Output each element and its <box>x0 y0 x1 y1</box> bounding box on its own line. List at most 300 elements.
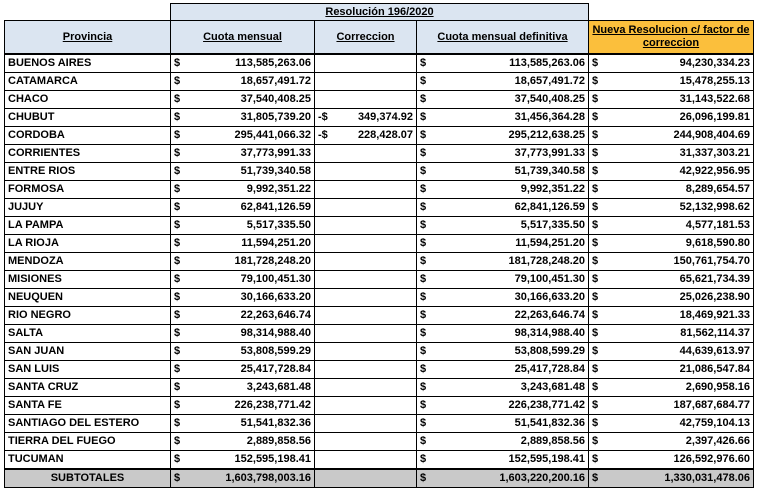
cuota-cell[interactable] <box>171 379 315 397</box>
table-row <box>5 397 754 415</box>
group-header-resolution[interactable]: Resolución 196/2020 <box>171 4 589 21</box>
definitiva-cell-value: 152,595,198.41 <box>508 453 585 465</box>
currency-symbol: $ <box>420 472 427 484</box>
definitiva-cell-value: 5,517,335.50 <box>520 219 585 231</box>
nueva-cell-value: 65,621,734.39 <box>679 273 750 285</box>
cuota-cell-value: 11,594,251.20 <box>241 237 311 249</box>
currency-symbol: $ <box>592 453 599 465</box>
cuota-cell-value: 98,314,988.40 <box>240 327 311 339</box>
cuota-cell-value: 51,541,832.36 <box>240 417 311 429</box>
nueva-cell[interactable] <box>589 451 754 470</box>
definitiva-cell[interactable] <box>417 379 589 397</box>
cuota-cell[interactable] <box>171 289 315 307</box>
correccion-cell[interactable] <box>315 181 417 199</box>
nueva-cell[interactable] <box>589 91 754 109</box>
currency-symbol: $ <box>420 111 427 123</box>
correccion-cell[interactable] <box>315 163 417 181</box>
cuota-cell[interactable] <box>171 91 315 109</box>
definitiva-cell-value: 37,540,408.25 <box>514 93 585 105</box>
definitiva-cell[interactable] <box>417 271 589 289</box>
currency-symbol: $ <box>174 399 181 411</box>
table-row <box>5 451 754 470</box>
definitiva-cell[interactable] <box>417 289 589 307</box>
correccion-cell[interactable] <box>315 325 417 343</box>
nueva-cell-value: 44,639,613.97 <box>679 345 750 357</box>
nueva-cell[interactable] <box>589 109 754 127</box>
provincia-cell[interactable]: BUENOS AIRES <box>5 54 171 73</box>
subtotal-cuota-cell[interactable] <box>171 469 315 488</box>
correccion-cell-value: 228,428.07 <box>357 129 413 141</box>
currency-symbol: $ <box>592 237 599 249</box>
currency-symbol: $ <box>592 255 599 267</box>
nueva-cell[interactable] <box>589 415 754 433</box>
cuota-cell-value: 53,808,599.29 <box>240 345 311 357</box>
correccion-cell[interactable] <box>315 289 417 307</box>
nueva-cell-value: 244,908,404.69 <box>673 129 750 141</box>
currency-symbol: $ <box>420 165 427 177</box>
table-row <box>5 127 754 145</box>
definitiva-cell-value: 113,585,263.06 <box>509 57 585 69</box>
currency-symbol: $ <box>174 93 181 105</box>
currency-symbol: $ <box>592 345 599 357</box>
nueva-cell-value: 150,761,754.70 <box>673 255 750 267</box>
correccion-cell[interactable] <box>315 361 417 379</box>
currency-symbol: $ <box>174 309 181 321</box>
currency-symbol: $ <box>592 147 599 159</box>
cuota-cell[interactable] <box>171 433 315 451</box>
cuota-cell[interactable] <box>171 325 315 343</box>
definitiva-cell-value: 181,728,248.20 <box>508 255 585 267</box>
definitiva-cell[interactable] <box>417 54 589 73</box>
empty-cell <box>5 4 171 21</box>
cuota-cell[interactable] <box>171 145 315 163</box>
definitiva-cell[interactable] <box>417 433 589 451</box>
correccion-cell[interactable] <box>315 379 417 397</box>
definitiva-cell-value: 295,212,638.25 <box>508 129 585 141</box>
cuota-cell-value: 152,595,198.41 <box>234 453 311 465</box>
table-row <box>5 199 754 217</box>
cuota-cell-value: 31,805,739.20 <box>240 111 311 123</box>
currency-symbol: $ <box>174 219 181 231</box>
currency-symbol: $ <box>174 183 181 195</box>
definitiva-cell[interactable] <box>417 307 589 325</box>
definitiva-cell[interactable] <box>417 91 589 109</box>
subtotal-row <box>5 469 754 488</box>
currency-symbol: $ <box>592 417 599 429</box>
definitiva-cell-value: 79,100,451.30 <box>514 273 585 285</box>
definitiva-cell-value: 30,166,633.20 <box>514 291 585 303</box>
table-row <box>5 253 754 271</box>
currency-symbol: $ <box>174 111 181 123</box>
currency-symbol: $ <box>174 363 181 375</box>
definitiva-cell-value: 51,739,340.58 <box>514 165 585 177</box>
definitiva-cell-value: 226,238,771.42 <box>508 399 585 411</box>
currency-symbol: $ <box>420 435 427 447</box>
provincia-cell[interactable]: CORDOBA <box>5 127 171 145</box>
nueva-cell[interactable] <box>589 289 754 307</box>
definitiva-cell[interactable] <box>417 451 589 470</box>
cuota-cell[interactable] <box>171 199 315 217</box>
nueva-cell-value: 2,690,958.16 <box>685 381 750 393</box>
nueva-cell-value: 31,337,303.21 <box>679 147 750 159</box>
column-header-row <box>5 21 754 55</box>
definitiva-cell-value: 25,417,728.84 <box>514 363 585 375</box>
correccion-cell[interactable] <box>315 451 417 470</box>
currency-symbol: $ <box>420 183 427 195</box>
currency-symbol: $ <box>420 363 427 375</box>
currency-symbol: $ <box>174 57 181 69</box>
table-row <box>5 145 754 163</box>
nueva-cell-value: 31,143,522.68 <box>679 93 750 105</box>
cuota-cell[interactable] <box>171 307 315 325</box>
table-row <box>5 379 754 397</box>
subtotal-nueva-value: 1,330,031,478.06 <box>664 472 750 484</box>
definitiva-cell[interactable] <box>417 343 589 361</box>
table-row <box>5 361 754 379</box>
currency-symbol: $ <box>592 165 599 177</box>
cuota-cell[interactable] <box>171 451 315 470</box>
provincia-cell[interactable]: MISIONES <box>5 271 171 289</box>
nueva-cell[interactable] <box>589 163 754 181</box>
currency-symbol: $ <box>592 219 599 231</box>
negative-currency-symbol: -$ <box>318 129 328 141</box>
provincia-cell[interactable]: ENTRE RIOS <box>5 163 171 181</box>
currency-symbol: $ <box>420 255 427 267</box>
provincia-cell[interactable]: TUCUMAN <box>5 451 171 470</box>
definitiva-cell-value: 2,889,858.56 <box>520 435 585 447</box>
currency-symbol: $ <box>174 327 181 339</box>
table-row <box>5 109 754 127</box>
provincia-cell[interactable]: CORRIENTES <box>5 145 171 163</box>
provincia-cell[interactable]: SANTA FE <box>5 397 171 415</box>
nueva-cell[interactable] <box>589 307 754 325</box>
definitiva-cell[interactable] <box>417 235 589 253</box>
definitiva-cell-value: 51,541,832.36 <box>514 417 585 429</box>
correccion-cell[interactable] <box>315 54 417 73</box>
correccion-cell-value: 349,374.92 <box>357 111 413 123</box>
nueva-cell[interactable] <box>589 325 754 343</box>
currency-symbol: $ <box>420 201 427 213</box>
provincia-cell[interactable]: CATAMARCA <box>5 73 171 91</box>
currency-symbol: $ <box>174 435 181 447</box>
definitiva-cell-value: 98,314,988.40 <box>514 327 585 339</box>
definitiva-cell-value: 37,773,991.33 <box>514 147 585 159</box>
definitiva-cell-value: 11,594,251.20 <box>515 237 585 249</box>
table-row <box>5 73 754 91</box>
currency-symbol: $ <box>420 75 427 87</box>
definitiva-cell[interactable] <box>417 73 589 91</box>
correccion-cell[interactable] <box>315 73 417 91</box>
definitiva-cell[interactable] <box>417 145 589 163</box>
nueva-cell[interactable] <box>589 433 754 451</box>
currency-symbol: $ <box>420 273 427 285</box>
nueva-cell-value: 94,230,334.23 <box>679 57 750 69</box>
provincia-cell[interactable]: NEUQUEN <box>5 289 171 307</box>
nueva-cell-value: 2,397,426.66 <box>685 435 750 447</box>
subtotal-cuota-value: 1,603,798,003.16 <box>225 472 311 484</box>
currency-symbol: $ <box>420 381 427 393</box>
empty-cell <box>589 4 754 21</box>
cuota-cell-value: 25,417,728.84 <box>240 363 311 375</box>
currency-symbol: $ <box>420 345 427 357</box>
negative-currency-symbol: -$ <box>318 111 328 123</box>
currency-symbol: $ <box>592 201 599 213</box>
provincia-cell[interactable]: SALTA <box>5 325 171 343</box>
cuota-cell-value: 2,889,858.56 <box>246 435 311 447</box>
definitiva-cell-value: 3,243,681.48 <box>520 381 585 393</box>
currency-symbol: $ <box>420 129 427 141</box>
col-header-correccion[interactable]: Correccion <box>315 21 417 55</box>
currency-symbol: $ <box>592 327 599 339</box>
cuota-cell-value: 5,517,335.50 <box>246 219 311 231</box>
correccion-cell[interactable] <box>315 109 417 127</box>
table-row <box>5 289 754 307</box>
nueva-cell[interactable] <box>589 253 754 271</box>
correccion-cell[interactable] <box>315 91 417 109</box>
cuota-cell[interactable] <box>171 163 315 181</box>
currency-symbol: $ <box>174 417 181 429</box>
nueva-cell[interactable] <box>589 199 754 217</box>
definitiva-cell-value: 53,808,599.29 <box>514 345 585 357</box>
currency-symbol: $ <box>420 57 427 69</box>
provincia-cell[interactable]: SAN JUAN <box>5 343 171 361</box>
definitiva-cell-value: 62,841,126.59 <box>514 201 585 213</box>
definitiva-cell[interactable] <box>417 217 589 235</box>
nueva-cell-value: 26,096,199.81 <box>679 111 750 123</box>
provincia-cell[interactable]: SANTIAGO DEL ESTERO <box>5 415 171 433</box>
definitiva-cell-value: 31,456,364.28 <box>514 111 585 123</box>
correccion-cell[interactable] <box>315 253 417 271</box>
nueva-cell-value: 126,592,976.60 <box>673 453 750 465</box>
table-row <box>5 271 754 289</box>
nueva-cell-value: 25,026,238.90 <box>679 291 750 303</box>
cuota-cell-value: 51,739,340.58 <box>240 165 311 177</box>
provincia-cell[interactable]: TIERRA DEL FUEGO <box>5 433 171 451</box>
definitiva-cell[interactable] <box>417 163 589 181</box>
currency-symbol: $ <box>174 472 181 484</box>
cuota-cell[interactable] <box>171 343 315 361</box>
currency-symbol: $ <box>592 129 599 141</box>
nueva-cell-value: 21,086,547.84 <box>679 363 750 375</box>
currency-symbol: $ <box>592 183 599 195</box>
resolution-table <box>4 3 754 488</box>
cuota-cell[interactable] <box>171 415 315 433</box>
cuota-cell[interactable] <box>171 73 315 91</box>
definitiva-cell-value: 22,263,646.74 <box>514 309 585 321</box>
correccion-cell[interactable] <box>315 217 417 235</box>
subtotal-label[interactable]: SUBTOTALES <box>5 469 171 488</box>
cuota-cell-value: 79,100,451.30 <box>240 273 311 285</box>
cuota-cell-value: 18,657,491.72 <box>240 75 311 87</box>
provincia-cell[interactable]: CHACO <box>5 91 171 109</box>
provincia-cell[interactable]: CHUBUT <box>5 109 171 127</box>
cuota-cell-value: 9,992,351.22 <box>246 183 311 195</box>
correccion-cell[interactable] <box>315 199 417 217</box>
table-row <box>5 433 754 451</box>
correccion-cell[interactable] <box>315 415 417 433</box>
col-header-cuota-definitiva[interactable]: Cuota mensual definitiva <box>417 21 589 55</box>
table-row <box>5 415 754 433</box>
table-row <box>5 217 754 235</box>
currency-symbol: $ <box>420 417 427 429</box>
table-row <box>5 163 754 181</box>
currency-symbol: $ <box>592 273 599 285</box>
cuota-cell[interactable] <box>171 397 315 415</box>
nueva-cell[interactable] <box>589 54 754 73</box>
subtotal-definitiva-cell[interactable] <box>417 469 589 488</box>
currency-symbol: $ <box>420 399 427 411</box>
currency-symbol: $ <box>420 291 427 303</box>
currency-symbol: $ <box>174 345 181 357</box>
table-row <box>5 325 754 343</box>
correccion-cell[interactable] <box>315 145 417 163</box>
cuota-cell-value: 30,166,633.20 <box>240 291 311 303</box>
currency-symbol: $ <box>174 291 181 303</box>
definitiva-cell[interactable] <box>417 199 589 217</box>
cuota-cell[interactable] <box>171 235 315 253</box>
definitiva-cell[interactable] <box>417 361 589 379</box>
provincia-cell[interactable]: LA RIOJA <box>5 235 171 253</box>
cuota-cell[interactable] <box>171 109 315 127</box>
currency-symbol: $ <box>420 453 427 465</box>
nueva-cell[interactable] <box>589 145 754 163</box>
table-row <box>5 235 754 253</box>
correccion-cell[interactable] <box>315 271 417 289</box>
provincia-cell[interactable]: RIO NEGRO <box>5 307 171 325</box>
nueva-cell[interactable] <box>589 361 754 379</box>
currency-symbol: $ <box>592 57 599 69</box>
currency-symbol: $ <box>592 291 599 303</box>
nueva-cell-value: 15,478,255.13 <box>679 75 750 87</box>
currency-symbol: $ <box>174 453 181 465</box>
cuota-cell-value: 226,238,771.42 <box>234 399 311 411</box>
definitiva-cell[interactable] <box>417 181 589 199</box>
cuota-cell-value: 62,841,126.59 <box>240 201 311 213</box>
currency-symbol: $ <box>592 363 599 375</box>
correccion-cell[interactable] <box>315 307 417 325</box>
currency-symbol: $ <box>174 255 181 267</box>
currency-symbol: $ <box>420 327 427 339</box>
cuota-cell[interactable] <box>171 253 315 271</box>
cuota-cell[interactable] <box>171 127 315 145</box>
cuota-cell-value: 3,243,681.48 <box>246 381 311 393</box>
correccion-cell[interactable] <box>315 433 417 451</box>
currency-symbol: $ <box>592 399 599 411</box>
table-row <box>5 307 754 325</box>
correccion-cell[interactable] <box>315 127 417 145</box>
subtotal-nueva-cell[interactable] <box>589 469 754 488</box>
nueva-cell[interactable] <box>589 73 754 91</box>
table-row <box>5 91 754 109</box>
subtotal-definitiva-value: 1,603,220,200.16 <box>499 472 585 484</box>
currency-symbol: $ <box>420 309 427 321</box>
table-row <box>5 343 754 361</box>
table-row <box>5 54 754 73</box>
nueva-cell-value: 9,618,590.80 <box>685 237 750 249</box>
cuota-cell-value: 113,585,263.06 <box>235 57 311 69</box>
definitiva-cell-value: 18,657,491.72 <box>514 75 585 87</box>
cuota-cell-value: 22,263,646.74 <box>240 309 311 321</box>
provincia-cell[interactable]: JUJUY <box>5 199 171 217</box>
group-header-row <box>5 4 754 21</box>
definitiva-cell[interactable] <box>417 109 589 127</box>
nueva-cell-value: 52,132,998.62 <box>679 201 750 213</box>
currency-symbol: $ <box>420 219 427 231</box>
currency-symbol: $ <box>420 237 427 249</box>
cuota-cell[interactable] <box>171 271 315 289</box>
nueva-cell-value: 18,469,921.33 <box>679 309 750 321</box>
currency-symbol: $ <box>420 93 427 105</box>
col-header-cuota-mensual[interactable]: Cuota mensual <box>171 21 315 55</box>
nueva-cell[interactable] <box>589 343 754 361</box>
nueva-cell-value: 4,577,181.53 <box>685 219 750 231</box>
nueva-cell-value: 42,759,104.13 <box>679 417 750 429</box>
definitiva-cell[interactable] <box>417 397 589 415</box>
definitiva-cell[interactable] <box>417 127 589 145</box>
currency-symbol: $ <box>174 201 181 213</box>
provincia-cell[interactable]: SAN LUIS <box>5 361 171 379</box>
cuota-cell-value: 181,728,248.20 <box>234 255 311 267</box>
cuota-cell[interactable] <box>171 54 315 73</box>
col-header-nueva-resolucion[interactable]: Nueva Resolucion c/ factor de correccion <box>589 21 754 55</box>
cuota-cell[interactable] <box>171 217 315 235</box>
provincia-cell[interactable]: MENDOZA <box>5 253 171 271</box>
col-header-provincia[interactable]: Provincia <box>5 21 171 55</box>
provincia-cell[interactable]: FORMOSA <box>5 181 171 199</box>
currency-symbol: $ <box>592 309 599 321</box>
nueva-cell[interactable] <box>589 271 754 289</box>
nueva-cell-value: 42,922,956.95 <box>679 165 750 177</box>
currency-symbol: $ <box>174 381 181 393</box>
cuota-cell[interactable] <box>171 361 315 379</box>
nueva-cell[interactable] <box>589 127 754 145</box>
definitiva-cell[interactable] <box>417 325 589 343</box>
currency-symbol: $ <box>592 435 599 447</box>
currency-symbol: $ <box>174 273 181 285</box>
nueva-cell[interactable] <box>589 397 754 415</box>
provincia-cell[interactable]: SANTA CRUZ <box>5 379 171 397</box>
nueva-cell[interactable] <box>589 235 754 253</box>
currency-symbol: $ <box>592 381 599 393</box>
currency-symbol: $ <box>174 147 181 159</box>
currency-symbol: $ <box>174 165 181 177</box>
nueva-cell[interactable] <box>589 379 754 397</box>
nueva-cell-value: 81,562,114.37 <box>680 327 750 339</box>
definitiva-cell[interactable] <box>417 253 589 271</box>
correccion-cell[interactable] <box>315 235 417 253</box>
currency-symbol: $ <box>592 472 599 484</box>
nueva-cell-value: 8,289,654.57 <box>685 183 750 195</box>
cuota-cell[interactable] <box>171 181 315 199</box>
nueva-cell[interactable] <box>589 217 754 235</box>
cuota-cell-value: 295,441,066.32 <box>234 129 311 141</box>
currency-symbol: $ <box>592 75 599 87</box>
provincia-cell[interactable]: LA PAMPA <box>5 217 171 235</box>
table-body <box>5 54 754 469</box>
definitiva-cell[interactable] <box>417 415 589 433</box>
correccion-cell[interactable] <box>315 343 417 361</box>
nueva-cell[interactable] <box>589 181 754 199</box>
subtotal-correccion-cell[interactable] <box>315 469 417 488</box>
currency-symbol: $ <box>592 93 599 105</box>
currency-symbol: $ <box>420 147 427 159</box>
currency-symbol: $ <box>174 237 181 249</box>
cuota-cell-value: 37,540,408.25 <box>240 93 311 105</box>
nueva-cell-value: 187,687,684.77 <box>673 399 750 411</box>
currency-symbol: $ <box>174 75 181 87</box>
definitiva-cell-value: 9,992,351.22 <box>520 183 585 195</box>
correccion-cell[interactable] <box>315 397 417 415</box>
